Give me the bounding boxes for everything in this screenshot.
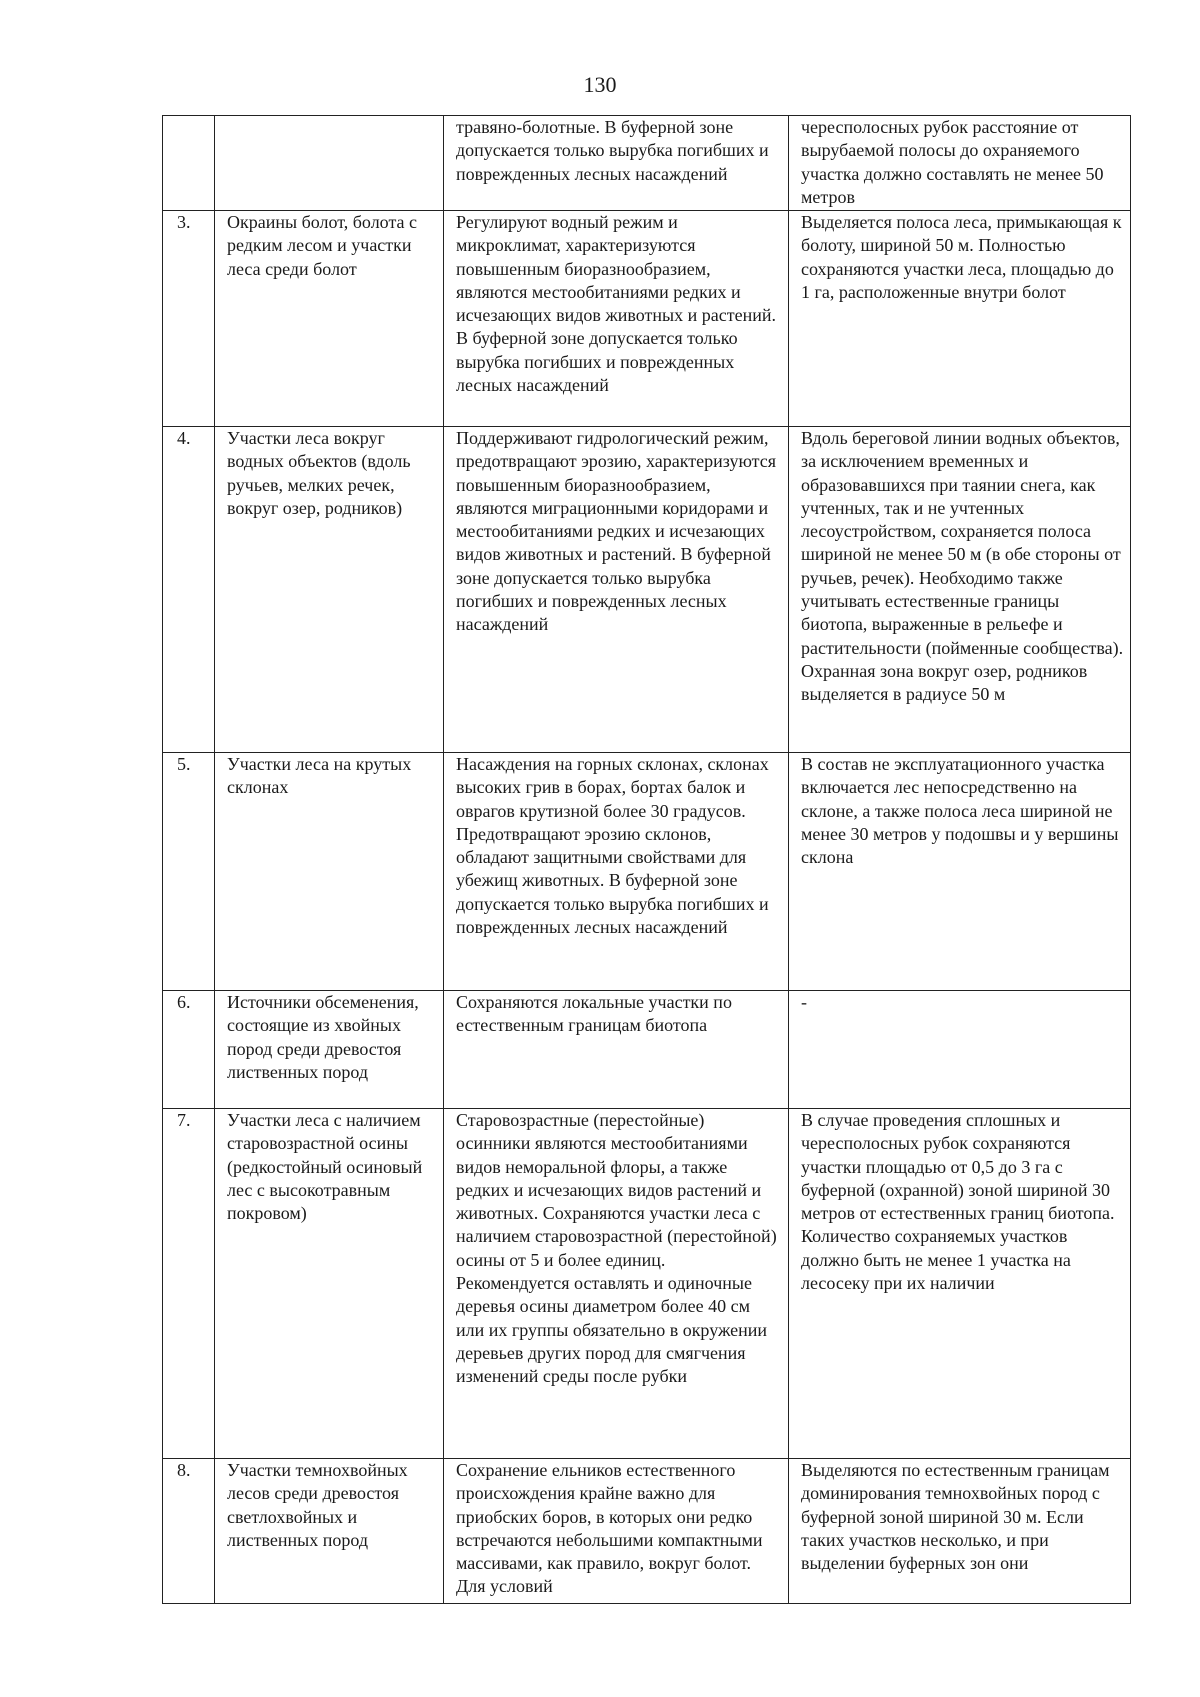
description-cell: Старовозрастные (перестойные) осинники являются местообитаниями видов неморальной флоры, а также редких и исчезающих видов растений и животных. Сохраняются участки леса с наличием старовозрастной (перестойной) осины от 5 и более единиц. Рекомендуется оставлять и одиночные деревья осины диаметром более 40 см или их группы обязательно в окружении деревьев других пород для смягчения изменений среды после рубки: [444, 1109, 789, 1459]
object-cell: Источники обсеменения, состоящие из хвойных пород среди древостоя лиственных пород: [215, 991, 444, 1109]
document-table: [162, 115, 1131, 1604]
object-cell: Участки темнохвойных лесов среди древостоя светлохвойных и лиственных пород: [215, 1459, 444, 1604]
row-number: 6.: [163, 991, 215, 1109]
row-number: 3.: [163, 211, 215, 427]
requirements-cell: чересполосных рубок расстояние от вырубаемой полосы до охраняемого участка должно составлять не менее 50 метров: [789, 116, 1131, 211]
row-number: 5.: [163, 753, 215, 991]
description-cell: Насаждения на горных склонах, склонах высоких грив в борах, бортах балок и оврагов крутизной более 30 градусов. Предотвращают эрозию склонов, обладают защитными свойствами для убежищ животных. В буферной зоне допускается только вырубка погибших и поврежденных лесных насаждений: [444, 753, 789, 991]
object-cell: Окраины болот, болота с редким лесом и участки леса среди болот: [215, 211, 444, 427]
object-cell: Участки леса с наличием старовозрастной осины (редкостойный осиновый лес с высокотравным покровом): [215, 1109, 444, 1459]
description-cell: Сохраняются локальные участки по естественным границам биотопа: [444, 991, 789, 1109]
table-row: [163, 1109, 1131, 1459]
requirements-cell: Выделяется полоса леса, примыкающая к болоту, шириной 50 м. Полностью сохраняются участки леса, площадью до 1 га, расположенные внутри болот: [789, 211, 1131, 427]
requirements-cell: Выделяются по естественным границам доминирования темнохвойных пород с буферной зоной шириной 30 м. Если таких участков несколько, и при выделении буферных зон они: [789, 1459, 1131, 1604]
description-cell: Поддерживают гидрологический режим, предотвращают эрозию, характеризуются повышенным биоразнообразием, являются миграционными коридорами и местообитаниями редких и исчезающих видов животных и растений. В буферной зоне допускается только вырубка погибших и поврежденных лесных насаждений: [444, 427, 789, 753]
table-row: [163, 211, 1131, 427]
page-number: 130: [583, 72, 617, 97]
requirements-cell: В случае проведения сплошных и чересполосных рубок сохраняются участки площадью от 0,5 до 3 га с буферной (охранной) зоной шириной 30 метров от естественных границ биотопа. Количество сохраняемых участков должно быть не менее 1 участка на лесосеку при их наличии: [789, 1109, 1131, 1459]
table-row: [163, 427, 1131, 753]
row-number: 4.: [163, 427, 215, 753]
row-number: [163, 116, 215, 211]
requirements-cell: Вдоль береговой линии водных объектов, за исключением временных и образовавшихся при таянии снега, как учтенных, так и не учтенных лесоустройством, сохраняется полоса шириной не менее 50 м (в обе стороны от ручьев, речек). Необходимо также учитывать естественные границы биотопа, выраженные в рельефе и растительности (пойменные сообщества). Охранная зона вокруг озер, родников выделяется в радиусе 50 м: [789, 427, 1131, 753]
object-cell: [215, 116, 444, 211]
description-cell: Регулируют водный режим и микроклимат, характеризуются повышенным биоразнообразием, являются местообитаниями редких и исчезающих видов животных и растений. В буферной зоне допускается только вырубка погибших и поврежденных лесных насаждений: [444, 211, 789, 427]
description-cell: травяно-болотные. В буферной зоне допускается только вырубка погибших и поврежденных лесных насаждений: [444, 116, 789, 211]
object-cell: Участки леса вокруг водных объектов (вдоль ручьев, мелких речек, вокруг озер, родников): [215, 427, 444, 753]
requirements-cell: -: [789, 991, 1131, 1109]
table-row: [163, 1459, 1131, 1604]
description-cell: Сохранение ельников естественного происхождения крайне важно для приобских боров, в которых они редко встречаются небольшими компактными массивами, как правило, вокруг болот. Для условий: [444, 1459, 789, 1604]
table-row: [163, 116, 1131, 211]
row-number: 8.: [163, 1459, 215, 1604]
requirements-cell: В состав не эксплуатационного участка включается лес непосредственно на склоне, а также полоса леса шириной не менее 30 метров у подошвы и у вершины склона: [789, 753, 1131, 991]
table-row: [163, 991, 1131, 1109]
object-cell: Участки леса на крутых склонах: [215, 753, 444, 991]
table-row: [163, 753, 1131, 991]
row-number: 7.: [163, 1109, 215, 1459]
